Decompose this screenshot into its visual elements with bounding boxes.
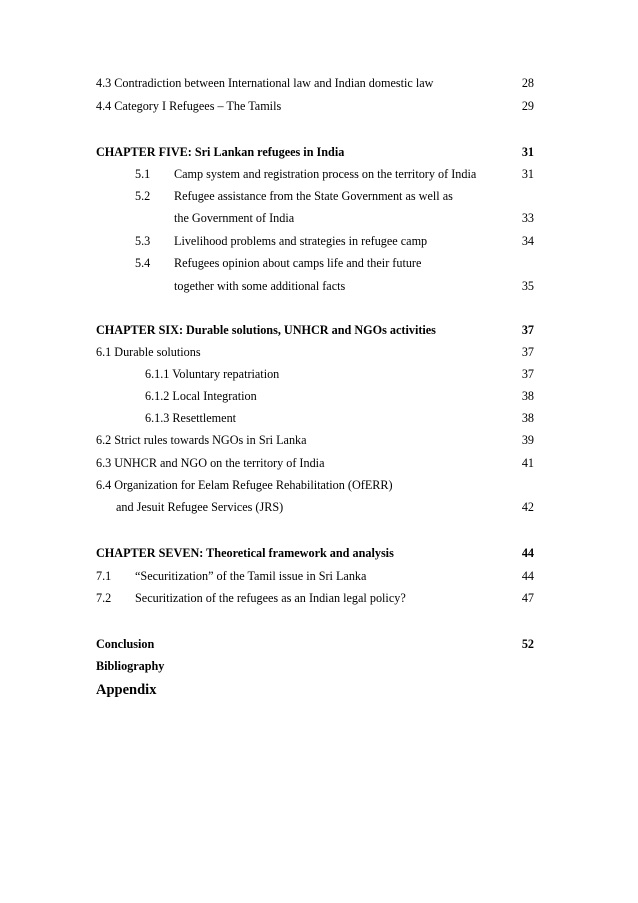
toc-entry-number: 7.1 <box>96 569 112 583</box>
toc-entry-label: and Jesuit Refugee Services (JRS) <box>116 500 284 514</box>
toc-entry-number: 5.2 <box>135 189 151 203</box>
toc-entry-6-1-2 <box>0 387 638 405</box>
toc-entry-5-4-continued <box>0 277 638 295</box>
toc-entry-5-1 <box>0 165 638 183</box>
toc-entry-label: 6.4 Organization for Eelam Refugee Rehabilitation (OfERR) <box>96 478 393 492</box>
toc-entry-7-1 <box>0 567 638 585</box>
toc-entry-6-1 <box>0 343 638 361</box>
toc-entry-4-4 <box>0 97 638 115</box>
toc-entry-label: Camp system and registration process on the territory of India <box>174 167 477 181</box>
toc-entry-number: 5.3 <box>135 234 151 248</box>
toc-entry-page: 28 <box>521 76 534 90</box>
toc-entry-page: 44 <box>521 569 534 583</box>
toc-chapter-label: CHAPTER SIX: Durable solutions, UNHCR and NGOs activities <box>96 323 436 337</box>
toc-bibliography <box>0 657 638 675</box>
toc-entry-6-1-3 <box>0 409 638 427</box>
toc-entry-6-2 <box>0 431 638 449</box>
toc-entry-6-1-1 <box>0 365 638 383</box>
toc-entry-label: together with some additional facts <box>174 279 346 293</box>
toc-entry-label: 6.2 Strict rules towards NGOs in Sri Lanka <box>96 433 307 447</box>
toc-entry-page: 33 <box>521 211 534 225</box>
toc-chapter-six <box>0 321 638 339</box>
toc-entry-number: 5.1 <box>135 167 151 181</box>
toc-chapter-page: 44 <box>521 546 534 560</box>
toc-entry-label: Livelihood problems and strategies in refugee camp <box>174 234 428 248</box>
toc-entry-5-2-continued <box>0 209 638 227</box>
toc-entry-page: 38 <box>521 389 534 403</box>
toc-chapter-five <box>0 143 638 161</box>
toc-entry-6-3 <box>0 454 638 472</box>
toc-chapter-page: 31 <box>521 145 534 159</box>
toc-entry-label: Bibliography <box>96 659 165 673</box>
toc-entry-page: 38 <box>521 411 534 425</box>
toc-entry-label: Securitization of the refugees as an Indian legal policy? <box>135 591 406 605</box>
toc-chapter-label: CHAPTER SEVEN: Theoretical framework and analysis <box>96 546 394 560</box>
toc-entry-page: 37 <box>521 367 534 381</box>
toc-chapter-page: 37 <box>521 323 534 337</box>
toc-entry-label: Refugees opinion about camps life and their future <box>174 256 422 270</box>
toc-entry-label: Conclusion <box>96 637 155 651</box>
toc-entry-page: 29 <box>521 99 534 113</box>
toc-entry-label: 6.1.2 Local Integration <box>145 389 257 403</box>
toc-entry-7-2 <box>0 589 638 607</box>
toc-entry-number: 7.2 <box>96 591 112 605</box>
toc-entry-6-4-continued <box>0 498 638 516</box>
toc-entry-label: 4.4 Category I Refugees – The Tamils <box>96 99 282 113</box>
toc-entry-page: 31 <box>521 167 534 181</box>
toc-entry-label: 6.1.3 Resettlement <box>145 411 237 425</box>
toc-entry-label: “Securitization” of the Tamil issue in Sri Lanka <box>135 569 367 583</box>
toc-entry-page: 42 <box>521 500 534 514</box>
toc-entry-label: 4.3 Contradiction between International law and Indian domestic law <box>96 76 434 90</box>
toc-appendix: Appendix <box>96 682 157 698</box>
toc-entry-label: 6.1 Durable solutions <box>96 345 201 359</box>
toc-entry-5-4 <box>0 254 638 272</box>
toc-chapter-seven <box>0 544 638 562</box>
toc-entry-label: Refugee assistance from the State Government as well as <box>174 189 453 203</box>
toc-entry-label: 6.1.1 Voluntary repatriation <box>145 367 280 381</box>
toc-entry-label: 6.3 UNHCR and NGO on the territory of India <box>96 456 325 470</box>
toc-entry-page: 37 <box>521 345 534 359</box>
toc-entry-label: the Government of India <box>174 211 295 225</box>
toc-entry-page: 35 <box>521 279 534 293</box>
toc-entry-6-4 <box>0 476 638 494</box>
toc-entry-page: 41 <box>521 456 534 470</box>
toc-conclusion <box>0 635 638 653</box>
toc-entry-5-2 <box>0 187 638 205</box>
toc-entry-5-3 <box>0 232 638 250</box>
toc-entry-page: 39 <box>521 433 534 447</box>
toc-entry-page: 34 <box>521 234 534 248</box>
toc-chapter-label: CHAPTER FIVE: Sri Lankan refugees in India <box>96 145 345 159</box>
toc-entry-page: 52 <box>521 637 534 651</box>
toc-entry-page: 47 <box>521 591 534 605</box>
toc-entry-4-3 <box>0 74 638 92</box>
toc-entry-number: 5.4 <box>135 256 151 270</box>
